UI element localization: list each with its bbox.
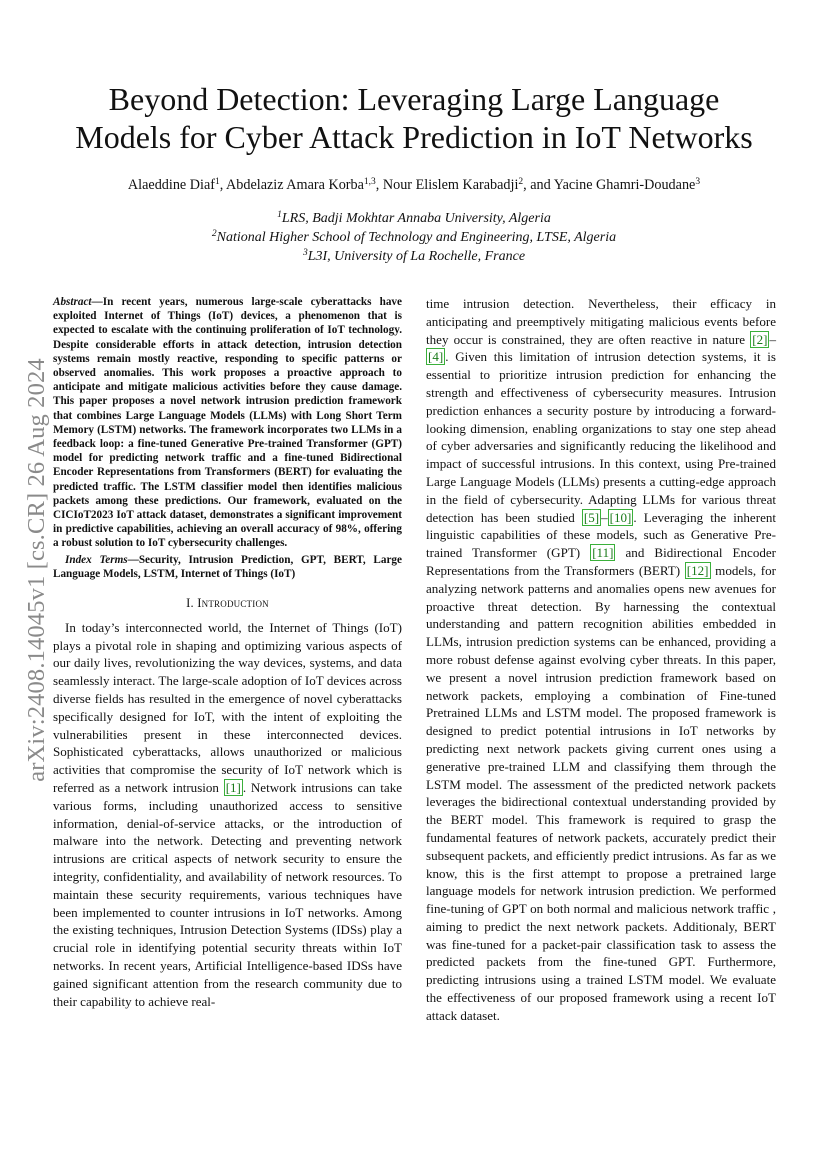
section-title: Introduction	[197, 596, 269, 611]
index-terms-body: —Security, Intrusion Prediction, GPT, BERT, Large Language Models, LSTM, Internet of Things (IoT)	[53, 553, 402, 580]
introduction-paragraph	[53, 619, 402, 1011]
affiliation-line	[40, 247, 788, 266]
author-name: , and Yacine Ghamri-Doudane	[523, 177, 696, 193]
arxiv-identifier-text: arXiv:2408.14045v1 [cs.CR] 26 Aug 2024	[23, 358, 50, 782]
paragraph-text: models, for analyzing network patterns and anomalies opens new avenues for proactive threat detection. By harnessing the contextual understanding and pattern recognition abilities embedded in LLMs, intrusion prediction systems can be enhanced, providing a more robust defense against evolving cyber threats. In this paper, we present a novel intrusion prediction framework based on network packets, employing a combination of Fine-tuned Pretrained LLMs and LSTM model. The proposed framework is designed to predict potential intrusions in IoT networks by predicting next network packets giving current ones using a generative pre-trained LLM and classifying them through the LSTM model. The assessment of the predicted network packets leverages the bidirectional contextual understanding provided by the BERT model. This framework is required to grasp the fundamental features of network packets, accurately predict their subsequent packets, and efficiently predict intrusions. As far as we know, this is the first attempt to propose a pretrained large language models for network intrusion prediction. We performed fine-tuning of GPT on both normal and malicious network traffic , aiming to predict the next network packets. Additionaly, BERT was fine-tuned for a packet-pair classification task to assess the predicted packets from the fine-tuned GPT. Furthermore, predicting intrusions using a trained LSTM model. We evaluate the effectiveness of our proposed framework using a recent IoT attack dataset.	[426, 562, 776, 1023]
paragraph-text: . Leveraging the inherent linguistic capabilities of these models, such as Generative Pre-trained Transformer (GPT)	[426, 509, 777, 561]
affiliation-text: National Higher School of Technology and Engineering, LTSE, Algeria	[216, 230, 617, 245]
affiliation-list	[40, 209, 788, 266]
paragraph-text: . Network intrusions can take various forms, including unauthorized access to sensitive information, denial-of-service attacks, or the introduction of malware into the network. Detecting and preventing network intrusions are critical aspects of network security to ensure the integrity, confidentiality, and availability of network resources. To maintain these security requirements, various techniques have been implemented to counter intrusions in IoT networks. Among the existing techniques, Intrusion Detection Systems (IDSs) play a crucial role in identifying potential security threats within IoT networks. In recent years, Artificial Intelligence-based IDSs have gained significant attention from the research community due to their capability to achieve real-	[53, 780, 403, 1009]
citation-range-dash: –	[601, 509, 608, 525]
author-name: Alaeddine Diaf	[127, 177, 215, 193]
index-terms-heading: Index Terms	[65, 553, 128, 566]
affiliation-mark: 3	[302, 248, 308, 258]
author-list	[40, 176, 788, 194]
affiliation-text: LRS, Badji Mokhtar Annaba University, Algeria	[281, 211, 551, 226]
index-terms	[53, 553, 402, 581]
citation-link[interactable]: [1]	[225, 780, 241, 796]
abstract-heading: Abstract	[53, 296, 92, 308]
author-name: , Nour Elislem Karabadji	[375, 177, 519, 193]
title-line-2: Models for Cyber Attack Prediction in IoT Networks	[75, 119, 753, 155]
citation-link[interactable]: [2]	[752, 331, 768, 347]
affiliation-mark: 2	[211, 229, 217, 239]
citation-link[interactable]: [12]	[686, 562, 709, 578]
affiliation-line	[40, 209, 788, 228]
author-affiliation-mark: 2	[518, 177, 524, 187]
citation-link[interactable]: [10]	[609, 509, 632, 525]
citation-link[interactable]: [5]	[583, 509, 600, 525]
section-number: I.	[186, 596, 198, 611]
affiliation-line	[40, 228, 788, 247]
paragraph-text: and Bidirectional Encoder Representations from the Transformers (BERT)	[426, 545, 777, 578]
paper-title	[40, 80, 788, 156]
paragraph-text: time intrusion detection. Nevertheless, their efficacy in anticipating and preemptively mitigating malicious events before they occur is constrained, they are often reactive in nature	[426, 296, 776, 347]
left-column	[53, 295, 402, 1010]
citation-link[interactable]: [4]	[428, 349, 444, 365]
section-heading-introduction	[53, 595, 402, 613]
author-affiliation-mark: 1	[214, 177, 220, 187]
title-line-1: Beyond Detection: Leveraging Large Language	[108, 81, 720, 117]
introduction-paragraph-continued	[426, 295, 776, 1025]
author-affiliation-mark: 1,3	[363, 177, 376, 187]
abstract	[53, 295, 402, 551]
author-affiliation-mark: 3	[695, 177, 701, 187]
affiliation-mark: 1	[277, 210, 282, 220]
abstract-body: —In recent years, numerous large-scale cyberattacks have exploited Internet of Things (IoT) devices, a phenomenon that is expected to escalate with the continuing proliferation of IoT technology. Despite considerable efforts in attack detection, intrusion detection systems remain mostly reactive, responding to specific patterns or observed anomalies. This work proposes a proactive approach to anticipate and mitigate malicious activities before they cause damage. This paper proposes a novel network intrusion prediction framework that combines Large Language Models (LLMs) with Long Short Term Memory (LSTM) networks. The framework incorporates two LLMs in a feedback loop: a fine-tuned Generative Pre-trained Transformer (GPT) model for predicting network traffic and a fine-tuned Bidirectional Encoder Representations from Transformers (BERT) for evaluating the predicted traffic. The LSTM classifier model then identifies malicious packets among these predictions. Our framework, evaluated on the CICIoT2023 IoT attack dataset, demonstrates a significant improvement in predictive capabilities, achieving an overall accuracy of 98%, offering a robust solution to IoT cybersecurity challenges.	[53, 296, 402, 550]
citation-range-dash: –	[769, 331, 776, 347]
author-name: , Abdelaziz Amara Korba	[219, 177, 364, 193]
paragraph-text: In today’s interconnected world, the Internet of Things (IoT) plays a pivotal role in shaping and optimizing various aspects of our daily lives, revolutionizing the way devices, systems, and data seamlessly interact. The large-scale adoption of IoT devices across diverse fields has resulted in the emergence of novel cyberattacks specifically designed for IoT, with the intent of exploiting the vulnerabilities present in these interconnected devices. Sophisticated cyberattacks, allows unauthorized or malicious activities that compromise the security of IoT network which is referred as a network intrusion	[53, 619, 402, 796]
paragraph-text: . Given this limitation of intrusion detection systems, it is essential to prioritize intrusion prediction for enhancing the strength and effectiveness of cybersecurity measures. Intrusion prediction enhances a security posture by introducing a forward-looking dimension, enabling organizations to stay one step ahead of cyber adversaries and significantly reducing the likelihood and impact of successful intrusions. In this context, using Pre-trained Large Language Models (LLMs) presents a cutting-edge approach in the field of cybersecurity. Adapting LLMs for various threat detection has been studied	[426, 349, 776, 525]
right-column	[426, 295, 776, 1025]
citation-link[interactable]: [11]	[592, 545, 614, 561]
affiliation-text: L3I, University of La Rochelle, France	[307, 249, 526, 264]
